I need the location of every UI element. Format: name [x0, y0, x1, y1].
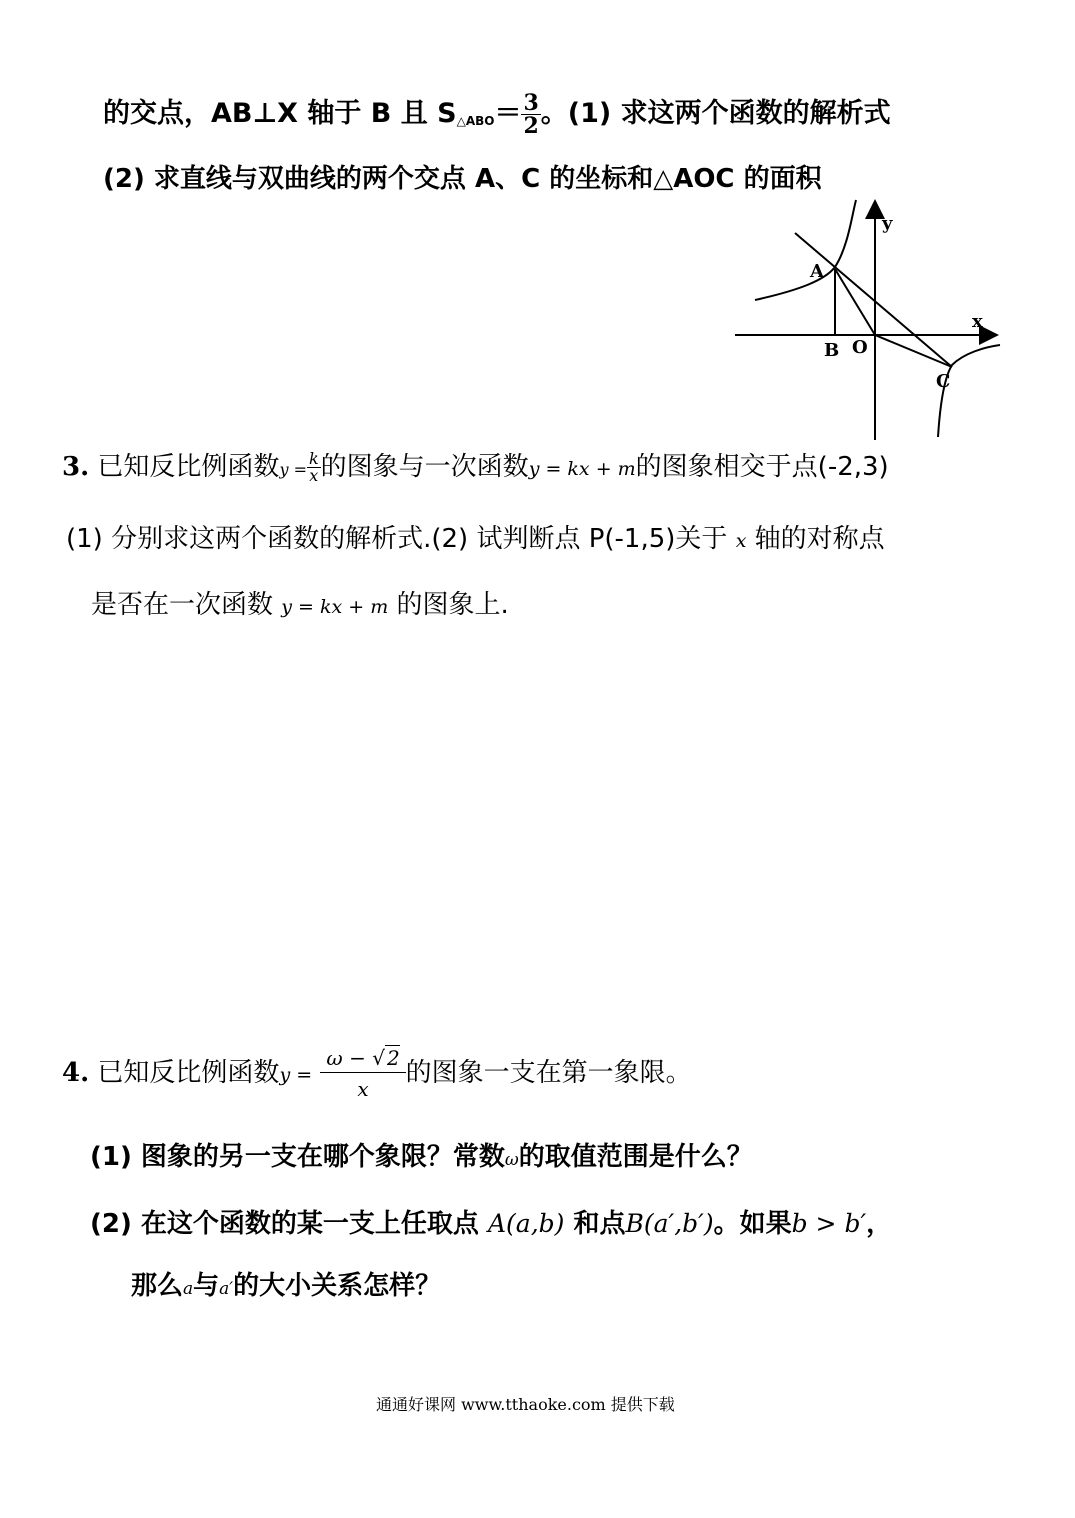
fraction-denominator: x	[307, 467, 321, 484]
problem3-number: 3.	[62, 452, 90, 482]
label-o: O	[852, 337, 868, 358]
triangle-subscript: △ABO	[456, 114, 495, 128]
problem4-q1-text-a: (1) 图象的另一支在哪个象限？常数	[90, 1142, 505, 1172]
problem4-q2-condition: b > b′	[791, 1209, 867, 1238]
problem4-line1	[62, 1038, 692, 1112]
problem3-line3-formula: y = kx + m	[281, 596, 389, 618]
numerator-omega-minus: ω −	[326, 1046, 373, 1070]
problem4-question2-cont	[131, 1265, 441, 1302]
problem2-line1-text-a: 的交点，AB⊥X 轴于 B 且 S	[103, 98, 457, 129]
problem4-q2-text-a: (2) 在这个函数的某一支上任取点	[90, 1209, 479, 1239]
problem4-fraction	[320, 1048, 405, 1099]
problem3-fraction-k-over-x	[307, 451, 321, 484]
label-a: A	[810, 261, 824, 282]
segment-ao	[835, 269, 875, 335]
problem4-q2-point-a: A(a,b)	[487, 1209, 565, 1238]
problem4-formula-lhs: y =	[279, 1064, 313, 1086]
problem3-text-2: 的图象与一次函数	[320, 452, 529, 482]
fraction-three-halves	[521, 92, 540, 137]
problem3-line1	[62, 443, 889, 495]
problem3-line3-text-b: 的图象上.	[396, 590, 509, 620]
hyperbola-line-figure	[730, 195, 1030, 445]
problem3-text-1: 已知反比例函数	[97, 452, 280, 482]
problem4-question1	[90, 1136, 753, 1173]
fraction-denominator: x	[320, 1072, 405, 1099]
problem4-q3-var-a-prime: a′	[219, 1279, 234, 1299]
problem4-q1-text-b: 的取值范围是什么？	[518, 1142, 753, 1172]
problem4-q1-omega: ω	[504, 1150, 519, 1170]
problem4-text-2: 的图象一支在第一象限。	[405, 1058, 692, 1088]
problem3-line2-x: x	[735, 530, 747, 552]
equals-sign: ＝	[494, 98, 522, 129]
problem3-formula2: y = kx + m	[528, 458, 636, 480]
problem4-q2-text-b: 。如果	[713, 1209, 792, 1239]
problem3-text-3: 的图象相交于点(-2,3)	[635, 452, 889, 482]
straight-line	[795, 233, 952, 367]
problem4-q3-mid: 与	[193, 1271, 220, 1301]
hyperbola-branch-left	[755, 200, 856, 300]
page-footer: 通通好课网 www.tthaoke.com 提供下载	[376, 1395, 675, 1414]
problem4-number: 4.	[62, 1058, 90, 1088]
problem4-q3-var-a: a	[183, 1279, 194, 1299]
numerator-sqrt-two: 2	[386, 1046, 400, 1070]
fraction-denominator: 2	[523, 113, 539, 139]
problem2-line1-text-b: 。(1) 求这两个函数的解析式	[540, 98, 891, 129]
problem3-line2-text-a: (1) 分别求这两个函数的解析式.(2) 试判断点 P(-1,5)关于	[66, 524, 728, 554]
problem3-line3	[91, 584, 509, 621]
problem4-q2-text-c: ，	[866, 1209, 893, 1239]
problem4-q2-mid: 和点	[573, 1209, 626, 1239]
problem3-formula1-lhs: y =	[279, 460, 307, 479]
label-x: x	[972, 311, 983, 332]
segment-oc	[875, 335, 952, 367]
fraction-numerator: ω − √ 2	[326, 1046, 400, 1070]
label-b: B	[824, 340, 840, 361]
problem2-line2: (2) 求直线与双曲线的两个交点 A、C 的坐标和△AOC 的面积	[103, 164, 822, 194]
problem4-q2-point-b: B(a′,b′)	[625, 1209, 714, 1238]
problem4-text-1: 已知反比例函数	[97, 1058, 280, 1088]
problem3-line2	[66, 518, 885, 555]
problem2-line1	[103, 92, 891, 148]
label-y: y	[882, 213, 893, 234]
problem3-line2-text-b: 轴的对称点	[754, 524, 885, 554]
problem3-line3-text-a: 是否在一次函数	[91, 590, 274, 620]
problem4-question2	[90, 1203, 892, 1240]
label-c: C	[936, 371, 951, 392]
problem4-q3-text-a: 那么	[131, 1271, 184, 1301]
fraction-numerator: 3	[523, 90, 539, 116]
fraction-numerator: k	[308, 449, 319, 468]
problem4-q3-text-b: 的大小关系怎样？	[233, 1271, 442, 1301]
